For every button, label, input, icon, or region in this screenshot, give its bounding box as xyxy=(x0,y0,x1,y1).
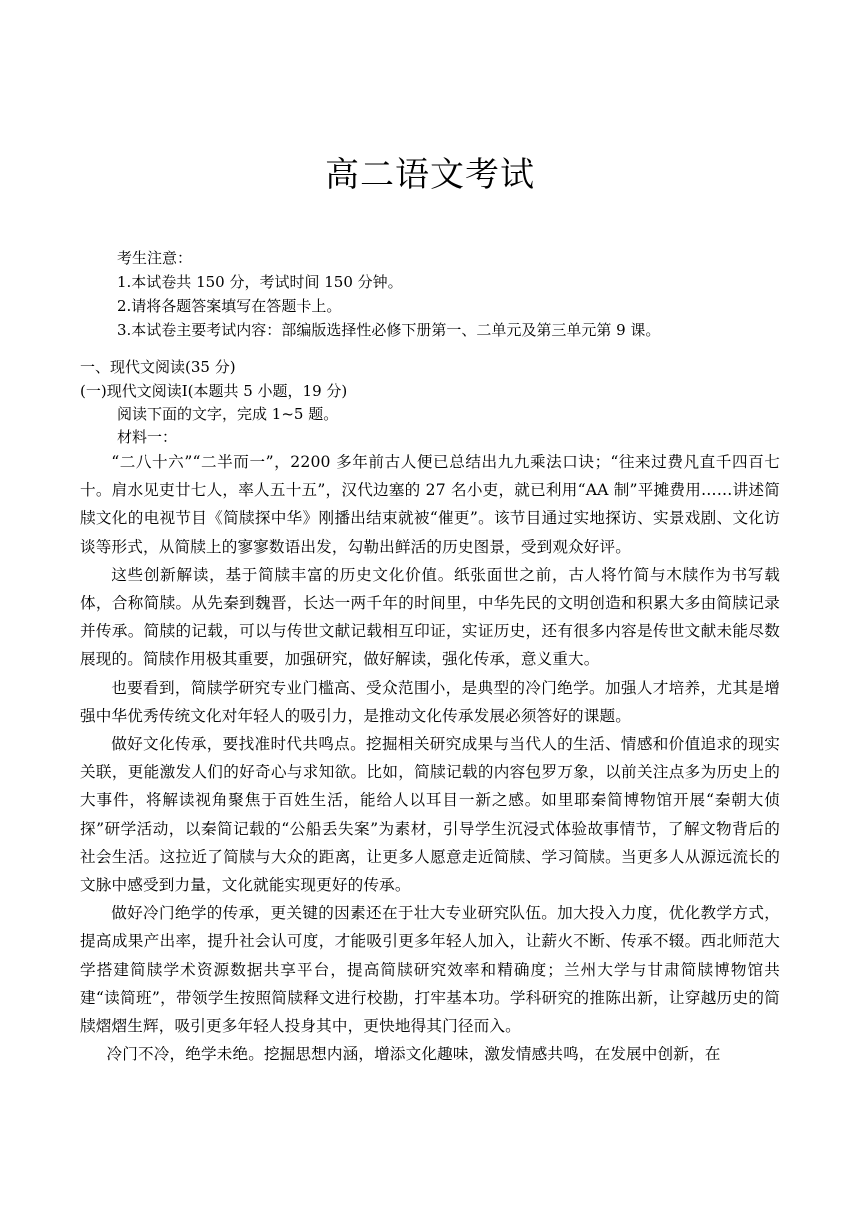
passage-paragraph: “二八十六”“二半而一”，2200 多年前古人便已总结出九九乘法口诀；“往来过费凡直千四百七十。肩水见吏廿七人，率人五十五”，汉代边塞的 27 名小吏，就已利用“AA 制”平摊费用……讲述简牍文化的电视节目《简牍探中华》刚播出结束就被“催更”。该节目通过实地探访、实景戏剧、文化访谈等形式，从简牍上的寥寥数语出发，勾勒出鲜活的历史图景，受到观众好评。 xyxy=(80,453,780,556)
reading-instruction: 阅读下面的文字，完成 1~5 题。 xyxy=(117,405,339,423)
passage-paragraph: 冷门不冷，绝学未绝。挖掘思想内涵，增添文化趣味，激发情感共鸣，在发展中创新，在 xyxy=(106,1045,721,1064)
passage-paragraph: 也要看到，简牍学研究专业门槛高、受众范围小，是典型的冷门绝学。加强人才培养，尤其是增强中华优秀传统文化对年轻人的吸引力，是推动文化传承发展必须答好的课题。 xyxy=(80,678,780,725)
notice-item: 2.请将各题答案填写在答题卡上。 xyxy=(117,297,342,315)
passage-paragraph: 做好文化传承，要找准时代共鸣点。挖掘相关研究成果与当代人的生活、情感和价值追求的现实关联，更能激发人们的好奇心与求知欲。比如，简牍记载的内容包罗万象，以前关注点多为历史上的大事件，将解读视角聚焦于百姓生活，能给人以耳目一新之感。如里耶秦简博物馆开展“秦朝大侦探”研学活动，以秦简记载的“公船丢失案”为素材，引导学生沉浸式体验故事情节，了解文物背后的社会生活。这拉近了简牍与大众的距离，让更多人愿意走近简牍、学习简牍。当更多人从源远流长的文脉中感受到力量，文化就能实现更好的传承。 xyxy=(80,735,780,895)
notice-heading: 考生注意： xyxy=(117,249,193,267)
exam-notice xyxy=(117,246,817,342)
notice-item: 3.本试卷主要考试内容：部编版选择性必修下册第一、二单元及第三单元第 9 课。 xyxy=(117,321,661,339)
section-subheading: (一)现代文阅读Ⅰ(本题共 5 小题，19 分) xyxy=(80,382,348,400)
page-title: 高二语文考试 xyxy=(325,155,535,195)
passage-paragraph: 这些创新解读，基于简牍丰富的历史文化价值。纸张面世之前，古人将竹简与木牍作为书写载体，合称简牍。从先秦到魏晋，长达一两千年的时间里，中华先民的文明创造和积累大多由简牍记录并传承。简牍的记载，可以与传世文献记载相互印证，实证历史，还有很多内容是传世文献未能尽数展现的。简牍作用极其重要，加强研究，做好解读，强化传承，意义重大。 xyxy=(80,565,780,669)
section-heading: 一、现代文阅读(35 分) xyxy=(80,358,236,376)
passage-paragraph: 做好冷门绝学的传承，更关键的因素还在于壮大专业研究队伍。加大投入力度，优化教学方式，提高成果产出率，提升社会认可度，才能吸引更多年轻人加入，让薪火不断、传承不辍。西北师范大学搭建简牍学术资源数据共享平台，提高简牍研究效率和精确度；兰州大学与甘肃简牍博物馆共建“读简班”，带领学生按照简牍释文进行校勘，打牢基本功。学科研究的推陈出新，让穿越历史的简牍熠熠生辉，吸引更多年轻人投身其中，更快地得其门径而入。 xyxy=(80,904,780,1036)
notice-item: 1.本试卷共 150 分，考试时间 150 分钟。 xyxy=(117,273,403,291)
reading-passage xyxy=(80,448,780,1068)
material-label: 材料一： xyxy=(117,428,178,446)
